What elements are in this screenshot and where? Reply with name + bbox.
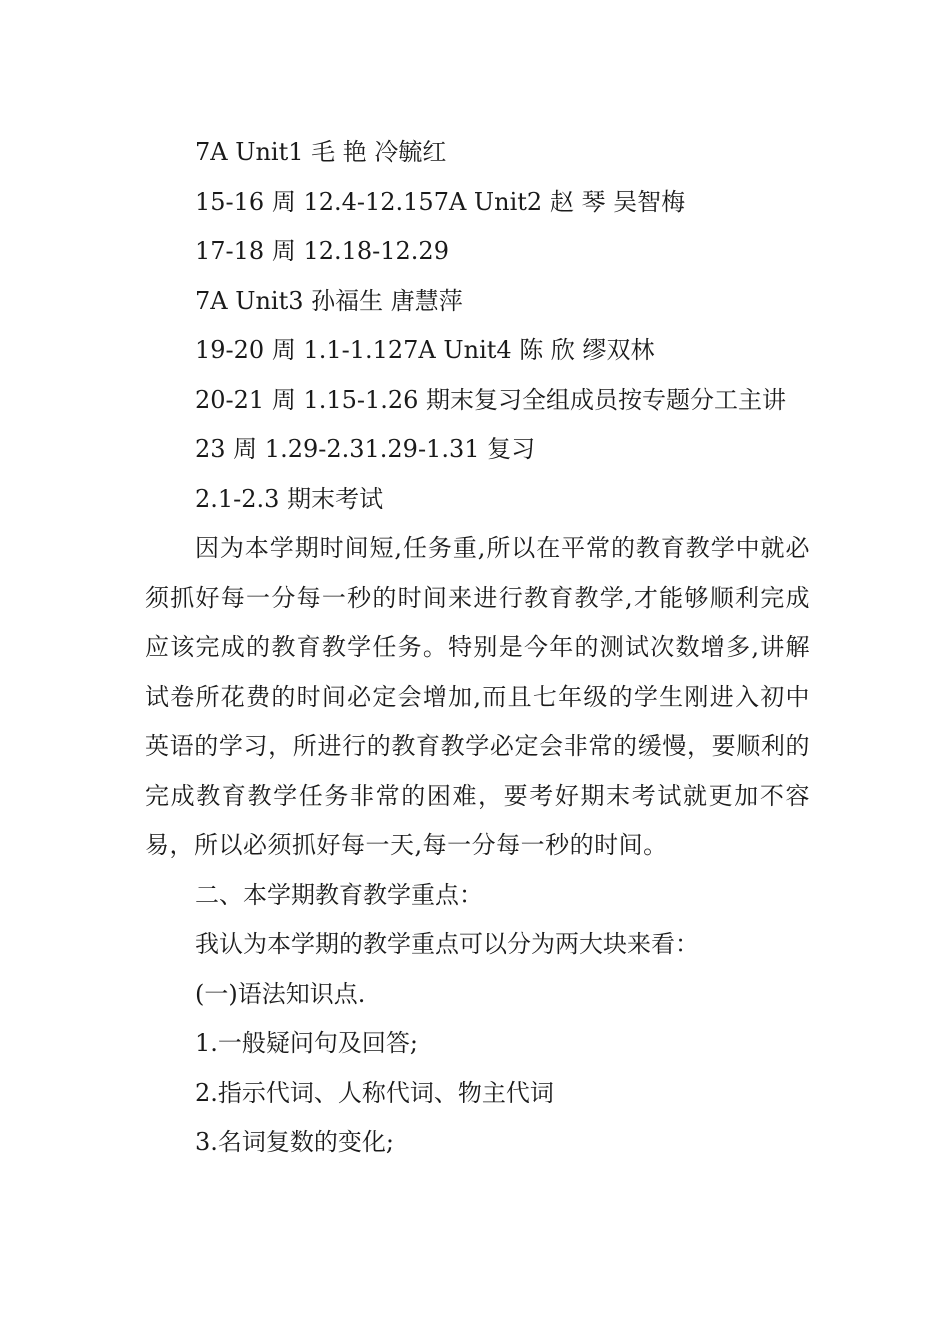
section-heading: 二、本学期教育教学重点： [195,880,483,909]
document-body [145,128,810,1168]
schedule-line: 20-21 周 1.15-1.26 期末复习全组成员按专题分工主讲 [195,385,787,414]
schedule-line: 7A Unit1 毛 艳 冷毓红 [195,138,447,166]
schedule-line: 17-18 周 12.18-12.29 [195,237,449,265]
schedule-line: 2.1-2.3 期末考试 [195,484,384,513]
schedule-line: 19-20 周 1.1-1.127A Unit4 陈 欣 缪双林 [195,336,655,364]
section-subheading: (一)语法知识点. [195,979,366,1008]
list-item: 2.指示代词、人称代词、物主代词 [195,1078,554,1107]
list-item: 3.名词复数的变化; [195,1128,394,1156]
section-intro: 我认为本学期的教学重点可以分为两大块来看： [195,930,699,958]
body-paragraph: 因为本学期时间短,任务重,所以在平常的教育教学中就必须抓好每一分每一秒的时间来进行教育教学,才能够顺利完成应该完成的教育教学任务。特别是今年的测试次数增多,讲解试卷所花费的时间必定会增加,而且七年级的学生刚进入初中英语的学习，所进行的教育教学必定会非常的缓慢，要顺利的完成教育教学任务非常的困难，要考好期末考试就更加不容易，所以必须抓好每一天,每一分每一秒的时间。 [145,534,810,859]
schedule-line: 15-16 周 12.4-12.157A Unit2 赵 琴 吴智梅 [195,187,686,216]
list-item: 1.一般疑问句及回答; [195,1029,418,1057]
schedule-line: 7A Unit3 孙福生 唐慧萍 [195,286,463,315]
schedule-line: 23 周 1.29-2.31.29-1.31 复习 [195,435,536,463]
